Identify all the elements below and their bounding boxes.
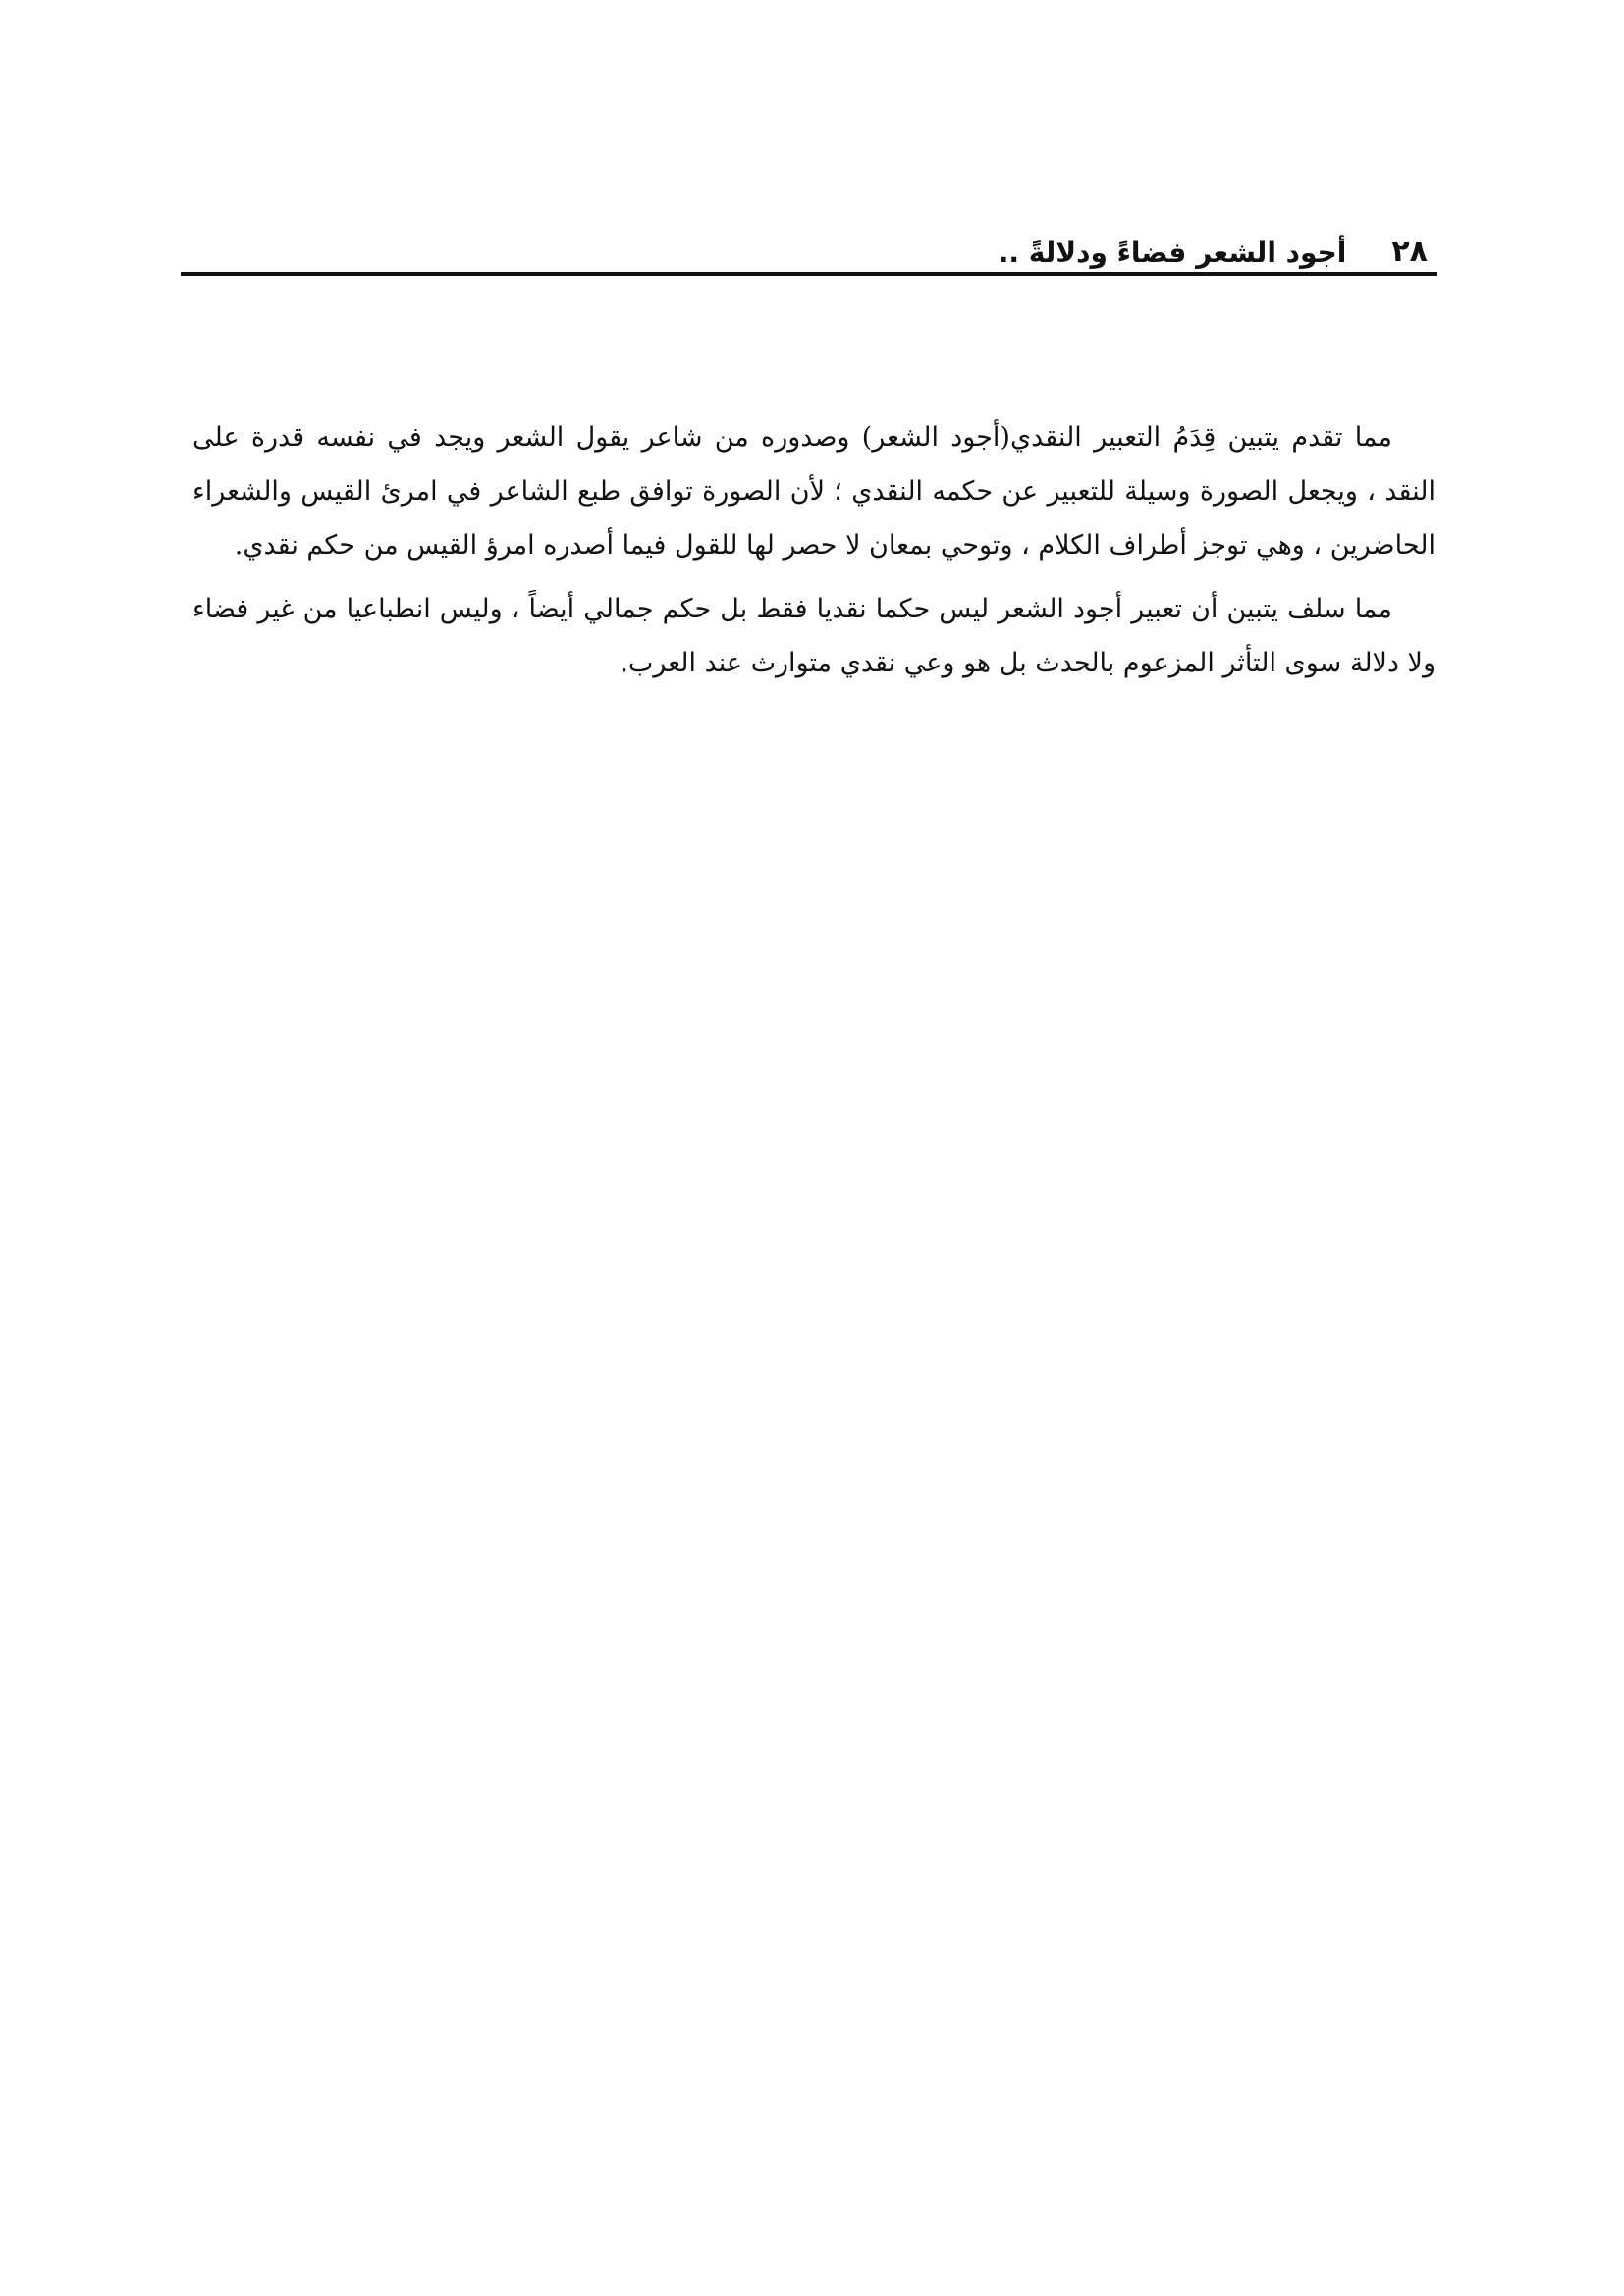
header-divider: [181, 272, 1437, 276]
running-header: [181, 214, 1437, 267]
paragraph-2: مما سلف يتبين أن تعبير أجود الشعر ليس حكما نقديا فقط بل حكم جمالي أيضاً ، وليس انطباعيا من غير فضاء ولا دلالة سوى التأثر المزعوم بالحدث بل هو وعي نقدي متوارث عند العرب.: [192, 594, 1435, 678]
running-title: أجود الشعر فضاءً ودلالةً ..: [998, 237, 1347, 269]
paragraph-1: مما تقدم يتبين قِدَمُ التعبير النقدي(أجود الشعر) وصدوره من شاعر يقول الشعر ويجد في نفسه قدرة على النقد ، ويجعل الصورة وسيلة للتعبير عن حكمه النقدي ؛ لأن الصورة توافق طبع الشاعر في امرئ القيس والشعراء الحاضرين ، وهي توجز أطراف الكلام ، وتوحي بمعان لا حصر لها للقول فيما أصدره امرؤ القيس من حكم نقدي.: [192, 422, 1435, 561]
body-text: [192, 410, 1435, 700]
page-number: ٢٨: [1391, 235, 1428, 269]
